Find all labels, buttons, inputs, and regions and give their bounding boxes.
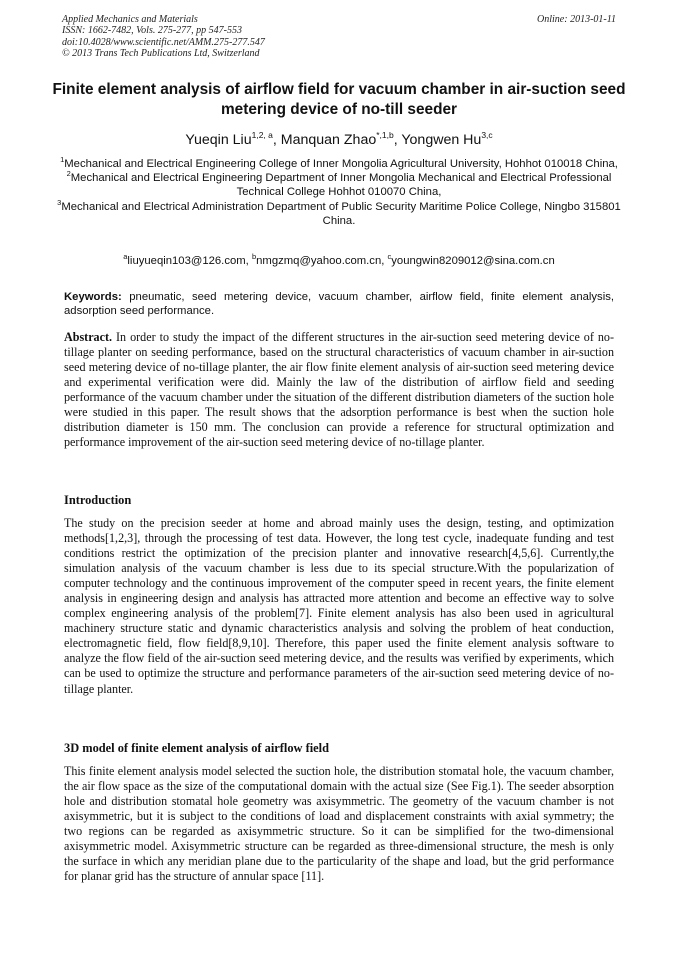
email-link[interactable]: liuyueqin103@126.com — [127, 255, 246, 267]
paragraph: This finite element analysis model selected the suction hole, the distribution stomatal hole, the vacuum chamber, the air flow space as the size of the computational domain with the actual size (See Fig.1). The seeder absorption hole and distribution stomatal hole geometry was axisymmetric. The geometry of the vacuum chamber is not axisymmetric, but it is subject to the conditions of load and displacement constraints with axial symmetry; the two regions can be regarded as axisymmetric structure. So it can be simplified for the two-dimensional axisymmetric model. Axisymmetric structure can be regarded as three-dimensional structure, the mesh is only the surface in which any meridian plane due to the particularity of the shape and load, but the grid performance for planar grid has the structure of annular space [11]. — [64, 764, 614, 884]
author-superscript: *,1,b — [376, 130, 394, 140]
author-separator: , — [272, 132, 281, 148]
journal-header — [62, 14, 616, 60]
affiliations — [52, 157, 626, 228]
keywords-text: pneumatic, seed metering device, vacuum chamber, airflow field, finite element analysis, adsorption seed performance. — [64, 291, 614, 318]
affiliation-superscript: 2 — [66, 169, 71, 179]
author-separator: , — [393, 132, 402, 148]
author-name: Yongwen Hu — [401, 132, 482, 148]
email-superscript: c — [387, 252, 392, 261]
affiliation-text: Mechanical and Electrical Administration Department of Public Security Maritime Police College, Ningbo 315801 China. — [61, 200, 621, 227]
affiliation-superscript: 1 — [60, 155, 65, 164]
paragraph: The study on the precision seeder at home and abroad mainly uses the design, testing, and optimization methods[1,2,3], through the processing of test data. However, the long test cycle, inadequate funding and test conditions restrict the optimization of the precision planter and innovative research[4,5,6]. Currently,the simulation analysis of the vacuum chamber is less due to its special structure.With the popularization of computer technology and the continuous improvement of the computer speed in recent years, the finite element analysis in engineering design and analysis has attracted more attention and become an effective way to solve complex engineering analysis of the problem[7]. Finite element analysis has also been used in agricultural machinery structure static and dynamic characteristics analysis and solving the problem of heat conduction, electromagnetic field, flow field[8,9,10]. Therefore, this paper used the finite element analysis software to analyze the flow field of the air-suction seed metering device, and the results was verified by experiments, which can be used to optimize the structure and performance parameters of the air-suction seed metering device of no-tillage planter. — [64, 516, 614, 696]
doi-line[interactable]: doi:10.4028/www.scientific.net/AMM.275-277.547 — [62, 36, 265, 48]
email-superscript: b — [251, 252, 257, 261]
introduction-body — [64, 516, 614, 697]
affiliation — [52, 197, 626, 228]
email-separator: , — [245, 255, 252, 267]
email-superscript: a — [123, 252, 128, 261]
author-name: Manquan Zhao — [280, 132, 377, 148]
author-superscript: 1,2, a — [251, 130, 273, 140]
journal-name: Applied Mechanics and Materials — [62, 14, 198, 25]
affiliation-text: Mechanical and Electrical Engineering College of Inner Mongolia Agricultural University, Hohhot 010018 China, — [64, 158, 618, 170]
email-list — [40, 254, 638, 268]
online-date: Online: 2013-01-11 — [537, 14, 616, 25]
keywords-label: Keywords: — [64, 291, 122, 303]
paper-title: Finite element analysis of airflow field for vacuum chamber in air-suction seed metering device of no-till seeder — [52, 81, 626, 118]
copyright-line: © 2013 Trans Tech Publications Ltd, Switzerland — [62, 48, 260, 60]
keywords-block — [64, 290, 614, 318]
abstract-text: In order to study the impact of the different structures in the air-suction seed metering device of no-tillage planter on seeding performance, based on the structural characteristics of vacuum chamber in air-suction seed metering device of no-tillage planter, the air flow finite element analysis of air-suction seed metering device and experimental verification were did. Mainly the law of the distribution of airflow field and seeding performance of the vacuum chamber under the situation of the different distribution diameters of the suction hole were studied in this paper. The result shows that the adsorption performance is best when the suction hole distribution diameter is 150 mm. The conclusion can provide a reference for structural optimization and performance improvement of the air-suction seed metering device of no-tillage planter. — [64, 330, 614, 450]
issn-line: ISSN: 1662-7482, Vols. 275-277, pp 547-553 — [62, 25, 242, 37]
affiliation-superscript: 3 — [57, 197, 62, 207]
section-heading-3d-model: 3D model of finite element analysis of airflow field — [64, 741, 329, 755]
abstract-block — [64, 330, 614, 450]
affiliation-text: Mechanical and Electrical Engineering Department of Inner Mongolia Mechanical and Electrical Professional Technical College Hohhot 010070 China, — [70, 172, 612, 199]
email-link[interactable]: nmgzmq@yahoo.com.cn — [256, 255, 382, 267]
email-link[interactable]: youngwin8209012@sina.com.cn — [391, 255, 555, 267]
author-name: Yueqin Liu — [185, 132, 252, 148]
affiliation — [52, 171, 626, 199]
abstract-label: Abstract. — [64, 330, 113, 344]
author-superscript: 3,c — [481, 130, 493, 140]
model-section-body — [64, 764, 614, 884]
author-list — [40, 131, 638, 149]
email-separator: , — [381, 255, 388, 267]
affiliation — [52, 157, 626, 171]
section-heading-introduction: Introduction — [64, 493, 132, 507]
